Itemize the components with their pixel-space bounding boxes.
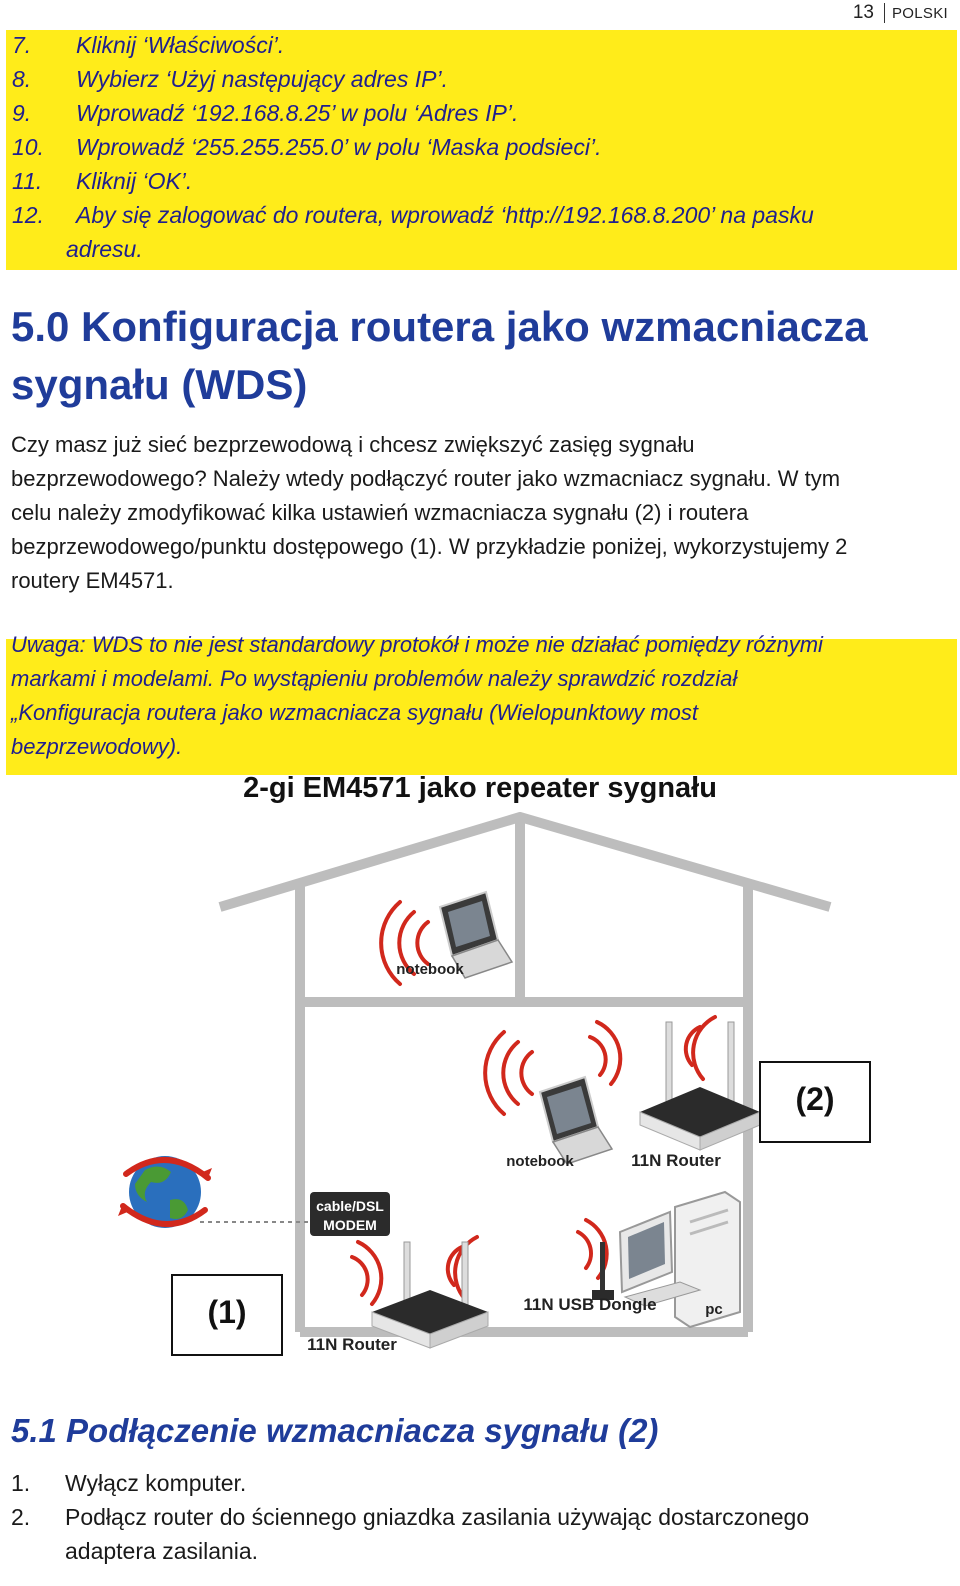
access-point-callout-label: (1): [207, 1294, 247, 1330]
step-text: Wprowadź ‘192.168.8.25’ w polu ‘Adres IP’.: [76, 100, 519, 126]
list-text: adaptera zasilania.: [65, 1538, 259, 1564]
paragraph-line: routery EM4571.: [11, 568, 174, 593]
step-number: 10.: [12, 134, 44, 160]
list-text: Podłącz router do ściennego gniazdka zasilania używając dostarczonego: [65, 1504, 810, 1530]
diagram-title: 2-gi EM4571 jako repeater sygnału: [243, 772, 717, 804]
step-item: [12, 98, 518, 128]
router-repeater-icon: [590, 1017, 760, 1150]
step-text: adresu.: [66, 236, 143, 262]
step-item: [12, 200, 814, 230]
step-item: [12, 234, 143, 264]
note-line: „Konfiguracja routera jako wzmacniacza sygnału (Wielopunktowy most: [11, 700, 698, 725]
router-bottom-label: 11N Router: [307, 1335, 397, 1354]
notebook-mid-icon: [485, 1032, 612, 1164]
step-number: 11.: [12, 168, 43, 194]
language-label: POLSKI: [892, 4, 948, 22]
subsection-title: 5.1 Podłączenie wzmacniacza sygnału (2): [11, 1412, 659, 1449]
list-number: 1.: [11, 1470, 31, 1496]
step-text: Aby się zalogować do routera, wprowadź ‘http://192.168.8.200’ na pasku: [76, 202, 814, 228]
step-text: Wprowadź ‘255.255.255.0’ w polu ‘Maska podsieci’.: [76, 134, 602, 160]
step-number: 7.: [12, 32, 32, 58]
router-mid-label: 11N Router: [631, 1151, 721, 1170]
section-title-continued: sygnału (WDS): [11, 361, 308, 408]
page-number: 13: [852, 2, 874, 23]
step-item: [12, 64, 448, 94]
paragraph-line: bezprzewodowego? Należy wtedy podłączyć router jako wzmacniacz sygnału. W tym: [11, 466, 841, 491]
globe-internet-icon: [118, 1156, 212, 1228]
paragraph-line: celu należy zmodyfikować kilka ustawień wzmacniacza sygnału (2) i routera: [11, 500, 749, 525]
step-item: [12, 166, 192, 196]
list-item: [11, 1500, 809, 1534]
list-text: Wyłącz komputer.: [65, 1470, 247, 1496]
network-diagram: [0, 812, 960, 1402]
paragraph-line: bezprzewodowego/punktu dostępowego (1). W przykładzie poniżej, wykorzystujemy 2: [11, 534, 848, 559]
list-item: [11, 1466, 246, 1500]
notebook-mid-label: notebook: [506, 1153, 574, 1170]
notebook-top-label: notebook: [396, 961, 464, 978]
step-text: Wybierz ‘Użyj następujący adres IP’.: [76, 66, 448, 92]
step-text: Kliknij ‘OK’.: [76, 168, 193, 194]
step-item: [12, 132, 601, 162]
usb-dongle-icon: [578, 1220, 614, 1300]
page-header: [853, 2, 948, 24]
list-item: [11, 1534, 258, 1568]
note-line: bezprzewodowy).: [11, 734, 183, 759]
usb-dongle-label: 11N USB Dongle: [523, 1295, 657, 1314]
modem-label-line1: cable/DSL: [316, 1198, 384, 1214]
note-line: markami i modelami. Po wystąpieniu problemów należy sprawdzić rozdział: [11, 666, 738, 691]
repeater-callout-label: (2): [795, 1081, 835, 1117]
step-number: 12.: [12, 202, 44, 228]
step-text: Kliknij ‘Właściwości’.: [76, 32, 285, 58]
step-item: [12, 30, 284, 60]
pc-label: pc: [705, 1301, 723, 1318]
paragraph-line: Czy masz już sieć bezprzewodową i chcesz zwiększyć zasięg sygnału: [11, 432, 695, 457]
list-number: 2.: [11, 1504, 31, 1530]
modem-label-line2: MODEM: [323, 1217, 377, 1233]
header-divider: [884, 3, 885, 23]
step-number: 9.: [12, 100, 32, 126]
section-title: 5.0 Konfiguracja routera jako wzmacniacza: [11, 303, 868, 350]
step-number: 8.: [12, 66, 32, 92]
note-line: Uwaga: WDS to nie jest standardowy protokół i może nie działać pomiędzy różnymi: [11, 632, 823, 657]
